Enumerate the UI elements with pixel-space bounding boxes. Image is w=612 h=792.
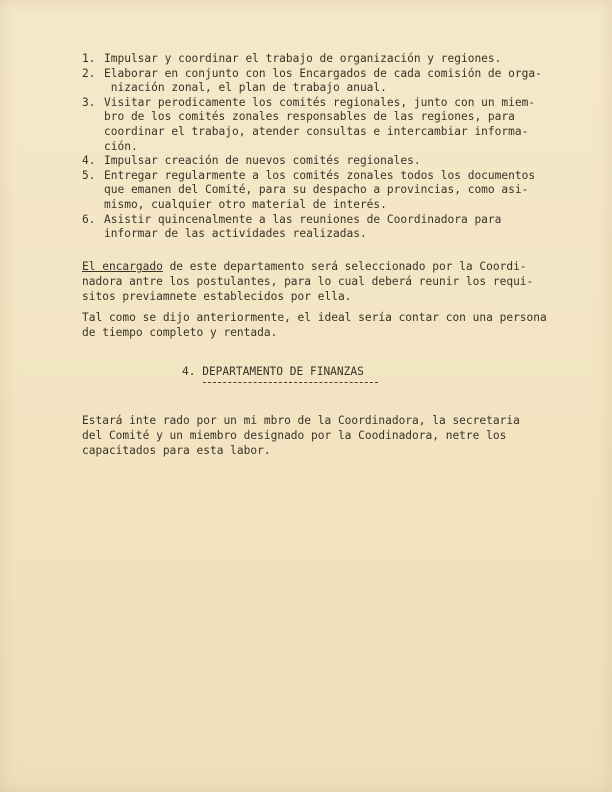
paragraph-line: del Comité y un miembro designado por la Coodinadora, netre los (82, 429, 507, 442)
paragraph-encargado (82, 259, 582, 304)
paragraph-line: Tal como se dijo anteriormente, el ideal sería contar con una persona (82, 311, 547, 324)
list-item-number: 4. (82, 154, 96, 168)
heading-underline (203, 382, 378, 383)
paragraph-finanzas (82, 413, 582, 458)
list-item-number: 2. (82, 66, 96, 80)
list-item (82, 52, 582, 67)
list-item-line: informar de las actividades realizadas. (104, 227, 367, 241)
paragraph-line: capacitados para esta labor. (82, 444, 271, 457)
list-item (82, 96, 582, 154)
list-item-line: Asistir quincenalmente a las reuniones de Coordinadora para (104, 212, 502, 226)
underlined-term: El encargado (82, 260, 163, 273)
list-item-text (104, 154, 582, 169)
paragraph-line: Estará inte rado por un mi mbro de la Coordinadora, la secretaria (82, 414, 520, 427)
list-item (82, 169, 582, 213)
list-item-line: Impulsar creación de nuevos comités regionales. (104, 154, 421, 168)
list-item-text (104, 169, 582, 213)
list-item-text (104, 213, 582, 242)
paragraph-ideal (82, 310, 582, 340)
list-item-number: 3. (82, 95, 96, 109)
paragraph-line (82, 259, 582, 274)
list-item-line: coordinar el trabajo, atender consultas e intercambiar informa- (104, 124, 529, 138)
list-item-line: que emanen del Comité, para su despacho a provincias, como asi- (104, 183, 529, 197)
task-list (82, 52, 582, 242)
list-item-line: bro de los comités zonales responsables de las regiones, para (104, 110, 515, 124)
list-item-line: Visitar perodicamente los comités regionales, junto con un miem- (104, 95, 536, 109)
paragraph-line-rest: de este departamento será seleccionado por la Coordi- (162, 260, 527, 273)
list-item-line: nización zonal, el plan de trabajo anual. (104, 81, 387, 95)
list-item-line: Entregar regularmente a los comités zonales todos los documentos (104, 168, 536, 182)
paragraph-line: de tiempo completo y rentada. (82, 326, 278, 339)
list-item (82, 213, 582, 242)
list-item-line: Impulsar y coordinar el trabajo de organización y regiones. (104, 52, 502, 65)
list-item-number: 1. (82, 52, 96, 65)
list-item (82, 154, 582, 169)
list-item-text (104, 67, 582, 96)
list-item-text (104, 52, 582, 67)
paragraph-line: nadora antre los postulantes, para lo cual deberá reunir los requi- (82, 275, 534, 288)
list-item-number: 6. (82, 212, 96, 226)
list-item (82, 67, 582, 96)
paragraph-line: sitos previamnete establecidos por ella. (82, 290, 352, 303)
list-item-text (104, 96, 582, 154)
list-item-number: 5. (82, 168, 96, 182)
list-item-line: Elaborar en conjunto con los Encargados de cada comisión de orga- (104, 66, 542, 80)
list-item-line: mismo, cualquier otro material de interés. (104, 197, 387, 211)
section-heading: 4. DEPARTAMENTO DE FINANZAS (182, 365, 364, 378)
list-item-line: ción. (104, 139, 138, 153)
